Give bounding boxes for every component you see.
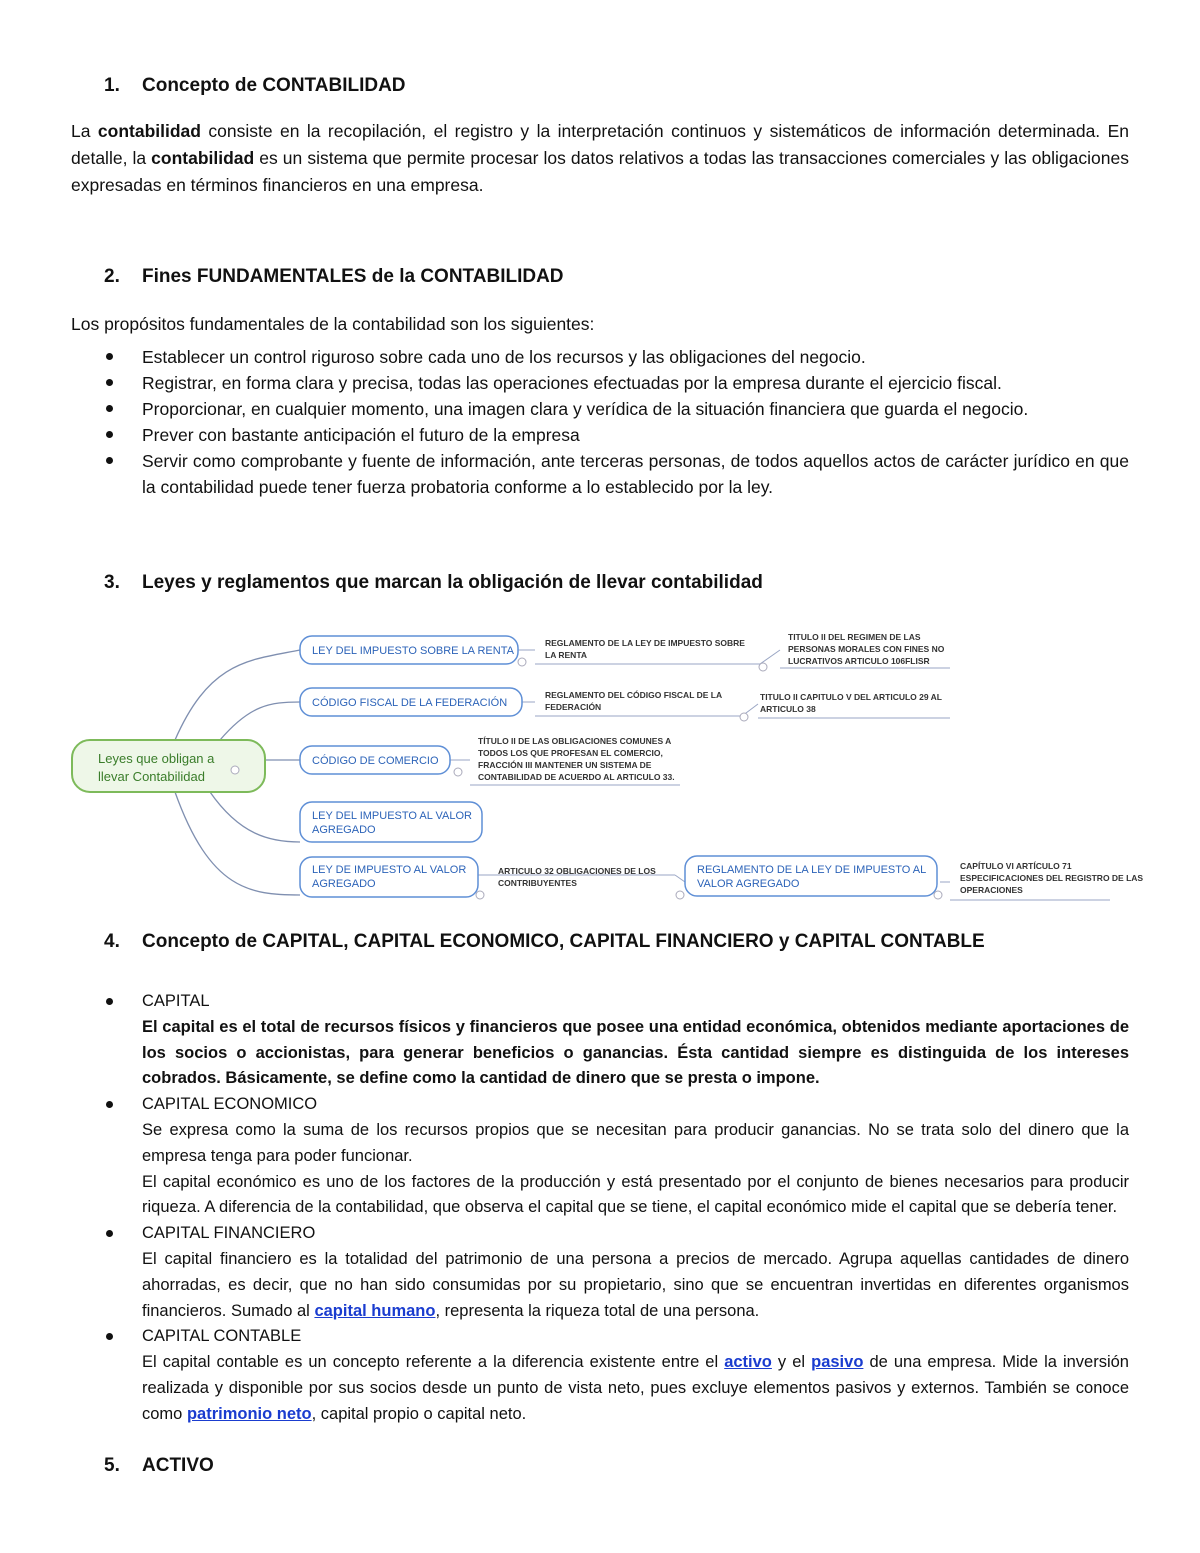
section-heading-1: 1. Concepto de CONTABILIDAD [104,75,406,96]
svg-text:TÍTULO II DE LAS OBLIGACIONES: TÍTULO II DE LAS OBLIGACIONES COMUNES A [478,736,672,746]
list-item [104,989,1129,1092]
list-item [104,1092,1129,1221]
branch-node-iva [300,802,482,842]
svg-text:TITULO II CAPITULO V DEL ARTIC: TITULO II CAPITULO V DEL ARTICULO 29 AL [760,692,942,702]
svg-text:REGLAMENTO DE LA LEY DE IMPUES: REGLAMENTO DE LA LEY DE IMPUESTO AL [697,864,927,876]
svg-text:ARTICULO 32 OBLIGACIONES DE LO: ARTICULO 32 OBLIGACIONES DE LOS [498,866,656,876]
root-label: Leyes que obligan a [98,751,215,766]
sub-node-reglamento-iva [685,856,937,896]
svg-text:AGREGADO: AGREGADO [312,824,376,836]
capital-contable-body: El capital contable es un concepto referente a la diferencia existente entre el activo y el pasivo de una empresa. Mide la inversión realizada y disponible por sus socios desde un punto de vista neto, pues excluye elementos pasivos y externos. También se conoce como patrimonio neto, capital propio o capital neto. [142,1353,1129,1423]
list-item: Registrar, en forma clara y precisa, todas las operaciones efectuadas por la empresa durante el ejercicio fiscal. [104,370,1129,396]
section-heading-2: 2. Fines FUNDAMENTALES de la CONTABILIDAD [104,266,564,287]
list-item: Prever con bastante anticipación el futuro de la empresa [104,422,1129,448]
capital-humano-link[interactable]: capital humano [314,1301,436,1320]
capital-title: CAPITAL [142,992,210,1010]
list-item: Proporcionar, en cualquier momento, una imagen clara y verídica de la situación financiera que guarda el negocio. [104,396,1129,422]
svg-text:CONTABILIDAD DE ACUERDO AL ART: CONTABILIDAD DE ACUERDO AL ARTICULO 33. [478,772,675,782]
fines-intro: Los propósitos fundamentales de la contabilidad son los siguientes: [71,314,595,334]
list-item: Servir como comprobante y fuente de información, ante terceras personas, de todos aquellos actos de carácter jurídico en que la contabilidad puede tener fuerza probatoria conforme a lo establecido por la ley. [104,448,1129,500]
svg-text:FRACCIÓN III MANTENER UN SISTE: FRACCIÓN III MANTENER UN SISTEMA DE [478,760,652,770]
capital-list [104,989,1129,1428]
svg-text:LEY DEL IMPUESTO AL VALOR: LEY DEL IMPUESTO AL VALOR [312,810,472,822]
svg-text:LA RENTA: LA RENTA [545,650,588,660]
svg-text:REGLAMENTO DEL CÓDIGO FISCAL D: REGLAMENTO DEL CÓDIGO FISCAL DE LA [545,690,723,700]
svg-text:CÓDIGO DE COMERCIO: CÓDIGO DE COMERCIO [312,755,439,767]
svg-text:FEDERACIÓN: FEDERACIÓN [545,702,602,712]
svg-text:REGLAMENTO DE LA LEY DE IMPUES: REGLAMENTO DE LA LEY DE IMPUESTO SOBRE [545,638,745,648]
mindmap-diagram [60,620,1150,910]
svg-text:TODOS LOS QUE PROFESAN EL COME: TODOS LOS QUE PROFESAN EL COMERCIO, [478,748,663,758]
svg-text:VALOR AGREGADO: VALOR AGREGADO [697,878,800,890]
capital-economico-body: Se expresa como la suma de los recursos propios que se necesitan para producir ganancias. No se trata solo del dinero que la empresa tenga para poder funcionar. [142,1120,1129,1165]
svg-text:LEY DEL IMPUESTO SOBRE LA RENT: LEY DEL IMPUESTO SOBRE LA RENTA [312,645,514,657]
section-heading-4: 4. Concepto de CAPITAL, CAPITAL ECONOMICO, CAPITAL FINANCIERO y CAPITAL CONTABLE [104,931,985,952]
section-heading-3: 3. Leyes y reglamentos que marcan la obligación de llevar contabilidad [104,572,763,593]
section-heading-5: 5. ACTIVO [104,1455,214,1476]
capital-body: El capital es el total de recursos físicos y financieros que posee una entidad económica, obtenidos mediante aportaciones de los socios o accionistas, para generar beneficios o ganancias. Ésta cantidad siempre es distinguida de los intereses cobrados. Básicamente, se define como la cantidad de dinero que se presta o impone. [142,1017,1129,1088]
svg-text:ARTICULO 38: ARTICULO 38 [760,704,816,714]
svg-text:AGREGADO: AGREGADO [312,878,376,890]
svg-text:TITULO II DEL REGIMEN DE LAS: TITULO II DEL REGIMEN DE LAS [788,632,921,642]
branch-node-iva-2 [300,857,478,897]
list-item [104,1324,1129,1427]
svg-text:LUCRATIVOS ARTICULO 106FLISR: LUCRATIVOS ARTICULO 106FLISR [788,656,930,666]
pasivo-link[interactable]: pasivo [811,1353,864,1372]
connector-line [220,702,300,740]
capital-economico-title: CAPITAL ECONOMICO [142,1095,318,1114]
connector-line [175,650,300,740]
capital-financiero-body: El capital financiero es la totalidad del patrimonio de una persona a precios de mercado. Agrupa aquellas cantidades de dinero ahorradas, es decir, que no han sido consumidas por su propietario, sino que se encuentran invertidas en diferentes organismos financieros. Sumado al capital humano, representa la riqueza total de una persona. [142,1249,1129,1320]
svg-text:CONTRIBUYENTES: CONTRIBUYENTES [498,878,577,888]
contabilidad-paragraph: La contabilidad consiste en la recopilación, el registro y la interpretación continuos y sistemáticos de información determinada. En detalle, la contabilidad es un sistema que permite procesar los datos relativos a todas las transacciones comerciales y las obligaciones expresadas en términos financieros en una empresa. [71,121,1129,195]
root-label: llevar Contabilidad [98,769,205,784]
activo-link[interactable]: activo [724,1353,772,1372]
svg-text:OPERACIONES: OPERACIONES [960,885,1023,895]
svg-text:PERSONAS MORALES CON FINES NO: PERSONAS MORALES CON FINES NO [788,644,945,654]
svg-text:LEY DE IMPUESTO AL VALOR: LEY DE IMPUESTO AL VALOR [312,864,467,876]
capital-contable-title: CAPITAL CONTABLE [142,1327,302,1346]
connector-line [210,792,300,842]
svg-text:CAPÍTULO VI ARTÍCULO 71: CAPÍTULO VI ARTÍCULO 71 [960,861,1072,871]
fines-list [104,344,1129,500]
capital-financiero-title: CAPITAL FINANCIERO [142,1224,316,1243]
list-item [104,1221,1129,1324]
svg-text:ESPECIFICACIONES DEL REGISTRO: ESPECIFICACIONES DEL REGISTRO DE LAS [960,873,1144,883]
list-item: Establecer un control riguroso sobre cada uno de los recursos y las obligaciones del negocio. [104,344,1129,370]
connector-line [175,792,300,895]
svg-text:CÓDIGO FISCAL DE LA FEDERACIÓN: CÓDIGO FISCAL DE LA FEDERACIÓN [312,697,508,709]
patrimonio-neto-link[interactable]: patrimonio neto [186,1404,312,1423]
capital-economico-body-2: El capital económico es uno de los factores de la producción y está presentado por el conjunto de bienes necesarios para producir riqueza. A diferencia de la contabilidad, que observa el capital que se tiene, el capital económico mide el capital que se debería tener. [142,1172,1129,1217]
